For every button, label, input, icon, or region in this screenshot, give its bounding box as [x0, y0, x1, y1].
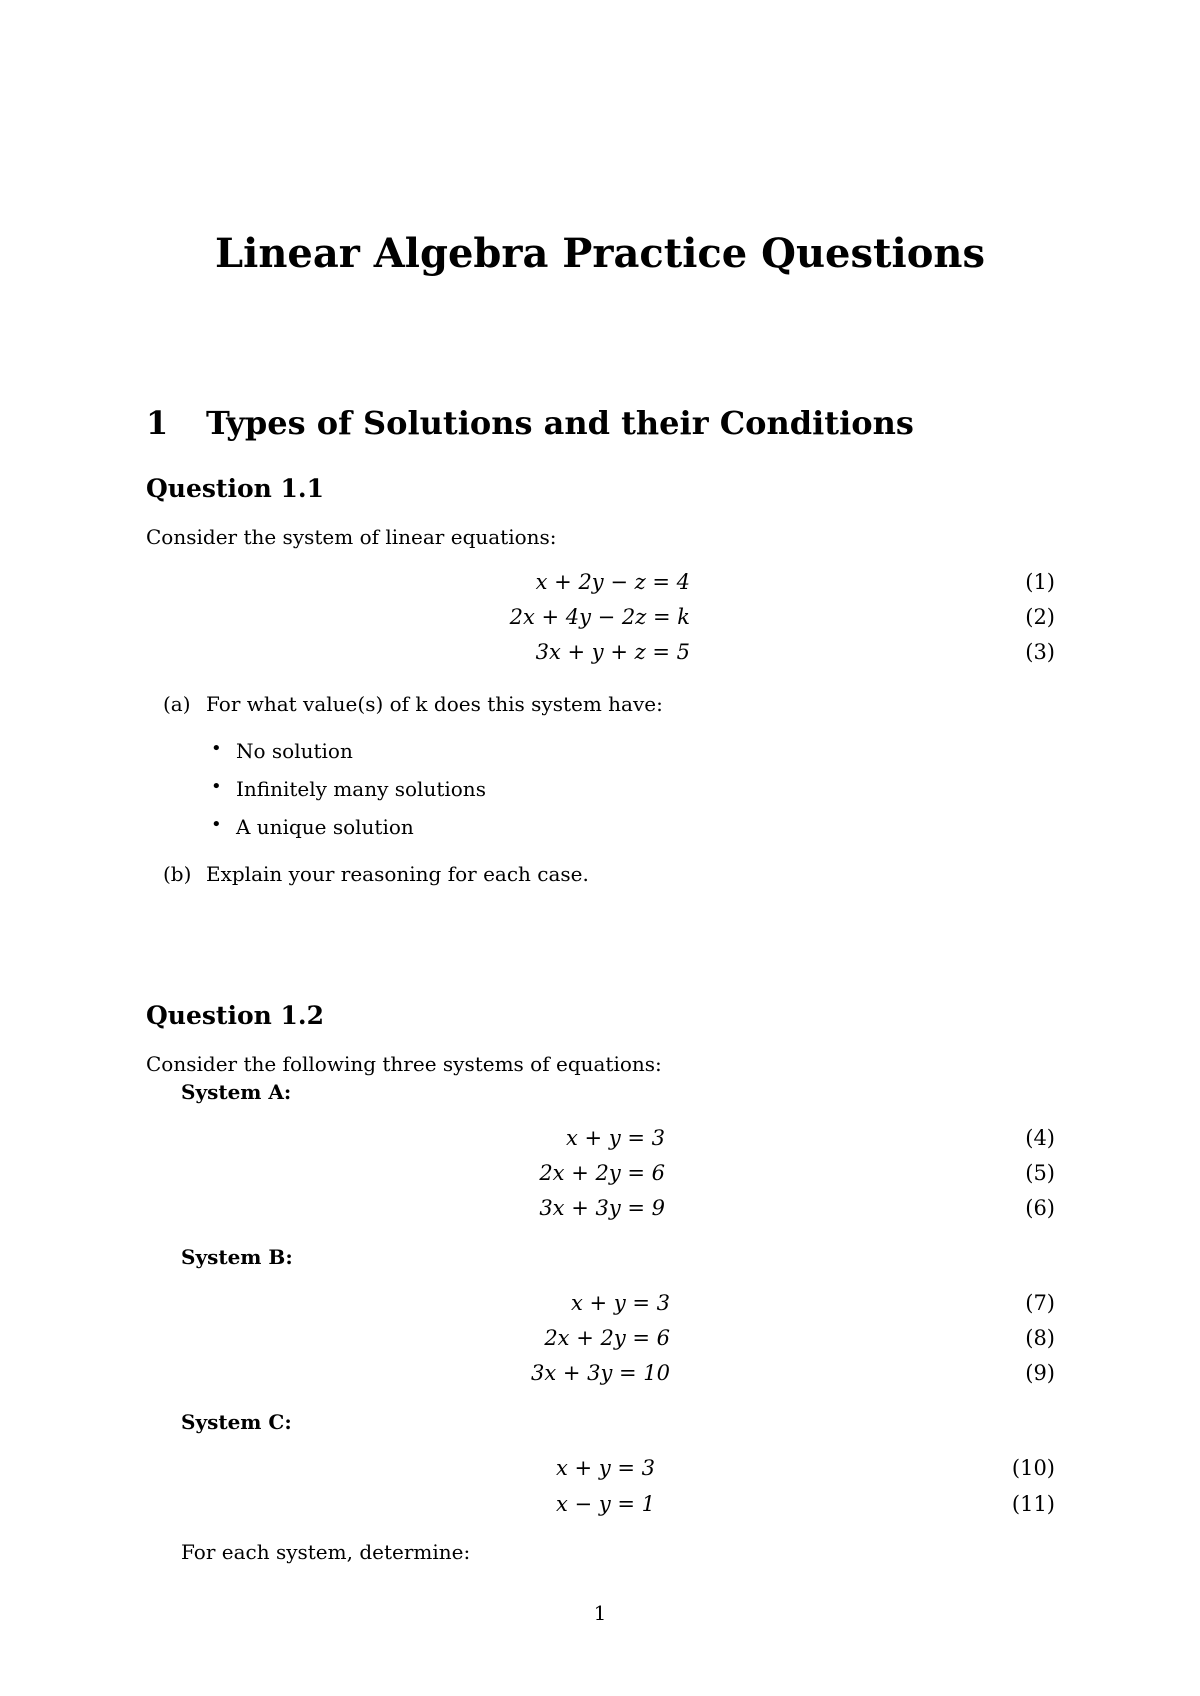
equation-number: (8)	[1025, 1326, 1055, 1350]
equation: x + y = 3	[556, 1456, 655, 1480]
part-text: Explain your reasoning for each case.	[206, 862, 589, 886]
equation-number: (11)	[1011, 1492, 1055, 1516]
equation: 2x + 2y = 6	[539, 1161, 665, 1185]
equation: x + 2y − z = 4	[535, 570, 690, 594]
equation: 3x + y + z = 5	[535, 640, 690, 664]
bullet-item: • A unique solution	[236, 815, 414, 839]
equation-number: (1)	[1025, 570, 1055, 594]
system-label: System A:	[181, 1080, 292, 1104]
document-title: Linear Algebra Practice Questions	[215, 230, 985, 277]
equation-number: (3)	[1025, 640, 1055, 664]
section-heading	[146, 404, 914, 442]
equation: 2x + 4y − 2z = k	[509, 605, 690, 629]
equation: x + y = 3	[566, 1126, 665, 1150]
equation-number: (6)	[1025, 1196, 1055, 1220]
part-label: (a)	[163, 692, 191, 716]
system-label: System C:	[181, 1410, 292, 1434]
section-title: Types of Solutions and their Conditions	[206, 404, 914, 442]
closing-text: For each system, determine:	[181, 1540, 471, 1564]
question-intro: Consider the following three systems of equations:	[146, 1052, 662, 1076]
question-heading: Question 1.1	[146, 474, 325, 503]
equation: 2x + 2y = 6	[544, 1326, 670, 1350]
section-number: 1	[146, 404, 169, 442]
page-number: 1	[593, 1601, 607, 1625]
equation-number: (2)	[1025, 605, 1055, 629]
question-intro: Consider the system of linear equations:	[146, 525, 557, 549]
bullet-item: • No solution	[236, 739, 353, 763]
part-text: For what value(s) of k does this system have:	[206, 692, 663, 716]
equation-number: (7)	[1025, 1291, 1055, 1315]
equation: 3x + 3y = 9	[539, 1196, 665, 1220]
equation: 3x + 3y = 10	[530, 1361, 670, 1385]
equation-number: (10)	[1011, 1456, 1055, 1480]
equation: x − y = 1	[556, 1492, 655, 1516]
system-label: System B:	[181, 1245, 293, 1269]
part-label: (b)	[163, 862, 192, 886]
equation-number: (5)	[1025, 1161, 1055, 1185]
equation-number: (9)	[1025, 1361, 1055, 1385]
bullet-item: • Infinitely many solutions	[236, 777, 486, 801]
equation: x + y = 3	[571, 1291, 670, 1315]
equation-number: (4)	[1025, 1126, 1055, 1150]
question-heading: Question 1.2	[146, 1001, 325, 1030]
